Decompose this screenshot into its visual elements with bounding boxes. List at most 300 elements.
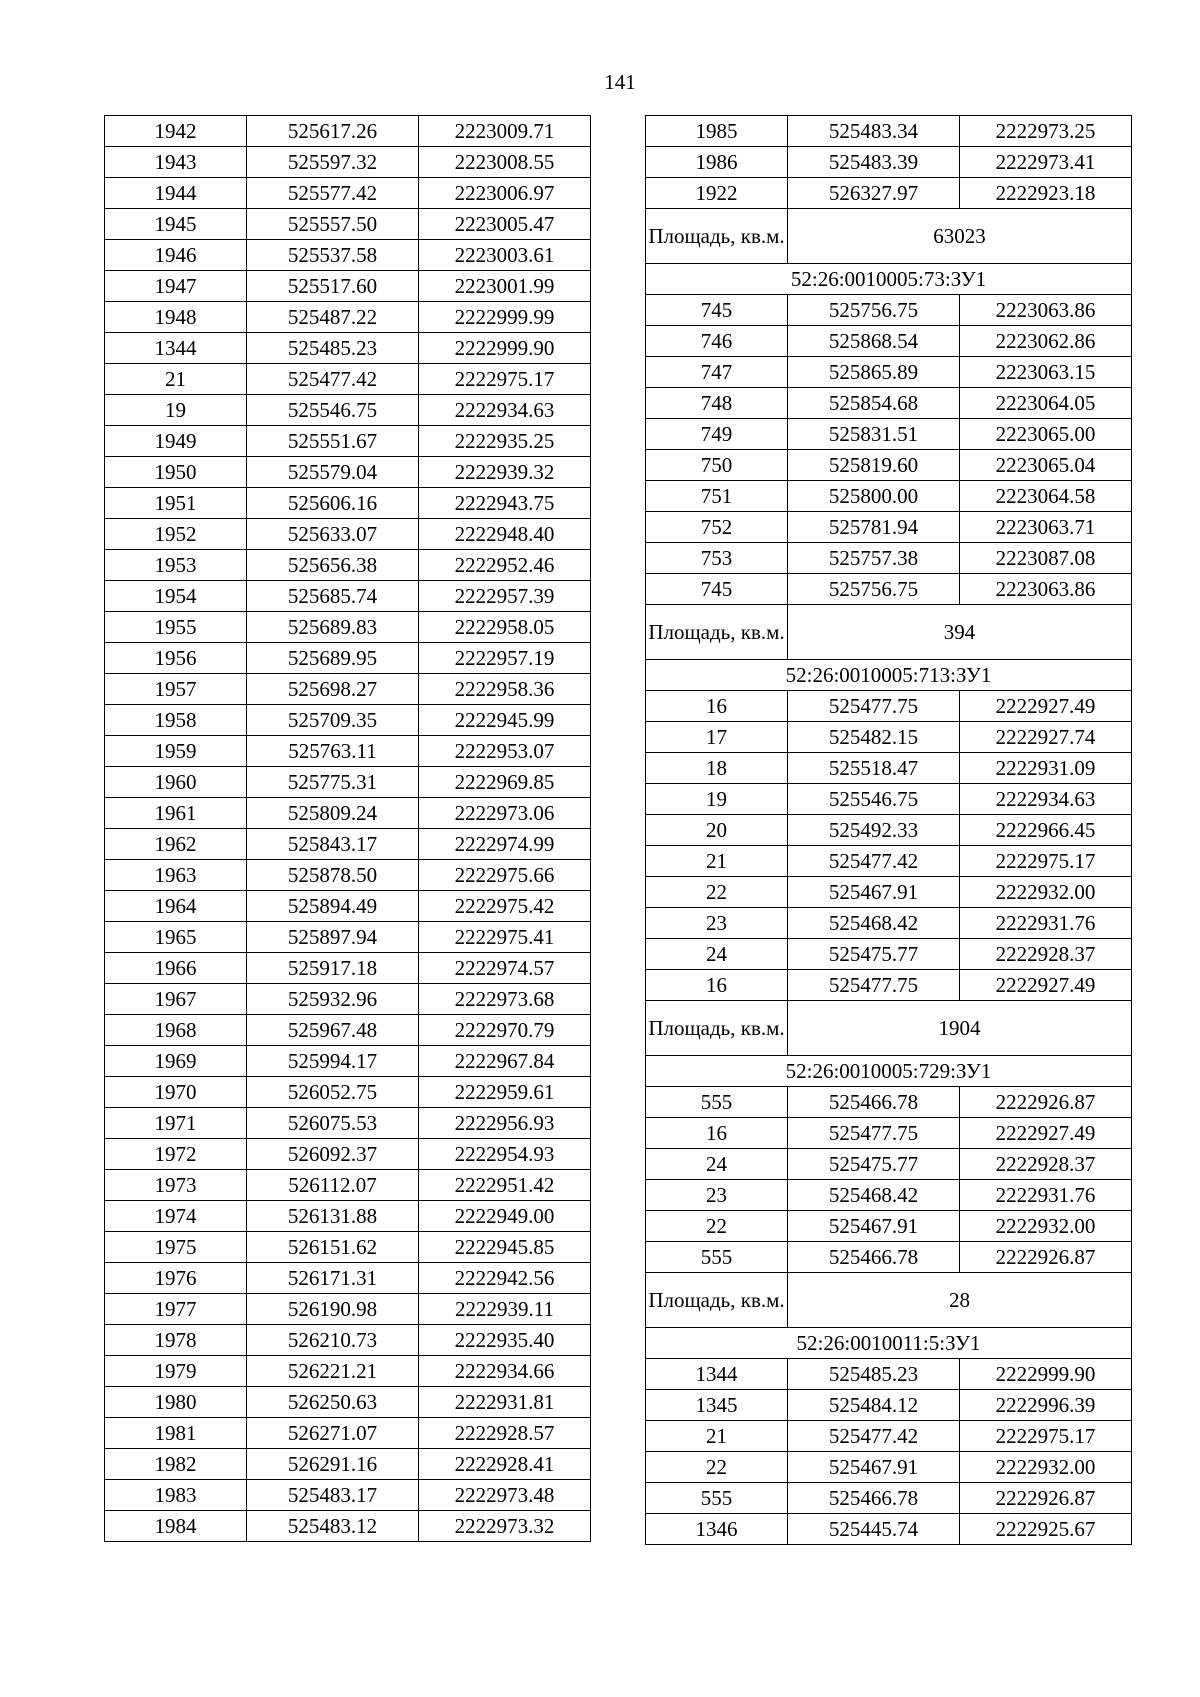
y-coordinate-cell: 2222935.25	[419, 426, 591, 457]
x-coordinate-cell: 525756.75	[788, 295, 960, 326]
y-coordinate-cell: 2222973.68	[419, 984, 591, 1015]
y-coordinate-cell: 2222973.48	[419, 1480, 591, 1511]
point-number-cell: 1345	[646, 1390, 788, 1421]
y-coordinate-cell: 2223064.58	[960, 481, 1132, 512]
area-row	[646, 605, 1132, 660]
point-number-cell: 1979	[105, 1356, 247, 1387]
x-coordinate-cell: 525606.16	[247, 488, 419, 519]
x-coordinate-cell: 525831.51	[788, 419, 960, 450]
table-row	[646, 1514, 1132, 1545]
x-coordinate-cell: 526151.62	[247, 1232, 419, 1263]
table-row	[105, 891, 591, 922]
point-number-cell: 22	[646, 1452, 788, 1483]
coordinates-table-left	[104, 115, 591, 1542]
area-value-cell: 63023	[788, 209, 1132, 264]
y-coordinate-cell: 2222967.84	[419, 1046, 591, 1077]
y-coordinate-cell: 2222975.41	[419, 922, 591, 953]
table-row	[646, 147, 1132, 178]
y-coordinate-cell: 2222956.93	[419, 1108, 591, 1139]
point-number-cell: 19	[646, 784, 788, 815]
x-coordinate-cell: 526112.07	[247, 1170, 419, 1201]
point-number-cell: 1942	[105, 116, 247, 147]
point-number-cell: 1973	[105, 1170, 247, 1201]
y-coordinate-cell: 2223003.61	[419, 240, 591, 271]
y-coordinate-cell: 2222927.49	[960, 970, 1132, 1001]
table-row	[646, 1483, 1132, 1514]
x-coordinate-cell: 525579.04	[247, 457, 419, 488]
table-row	[105, 829, 591, 860]
y-coordinate-cell: 2222943.75	[419, 488, 591, 519]
x-coordinate-cell: 525475.77	[788, 1149, 960, 1180]
section-header-row	[646, 660, 1132, 691]
y-coordinate-cell: 2222954.93	[419, 1139, 591, 1170]
y-coordinate-cell: 2222948.40	[419, 519, 591, 550]
table-row	[105, 922, 591, 953]
table-row	[105, 302, 591, 333]
y-coordinate-cell: 2222951.42	[419, 1170, 591, 1201]
table-row	[646, 753, 1132, 784]
x-coordinate-cell: 525485.23	[247, 333, 419, 364]
y-coordinate-cell: 2222970.79	[419, 1015, 591, 1046]
table-row	[646, 388, 1132, 419]
y-coordinate-cell: 2222931.76	[960, 1180, 1132, 1211]
table-row	[646, 846, 1132, 877]
table-row	[105, 178, 591, 209]
point-number-cell: 1957	[105, 674, 247, 705]
point-number-cell: 1977	[105, 1294, 247, 1325]
table-row	[646, 1087, 1132, 1118]
section-header-row	[646, 1328, 1132, 1359]
point-number-cell: 1981	[105, 1418, 247, 1449]
x-coordinate-cell: 525617.26	[247, 116, 419, 147]
y-coordinate-cell: 2222932.00	[960, 1452, 1132, 1483]
x-coordinate-cell: 525597.32	[247, 147, 419, 178]
point-number-cell: 745	[646, 295, 788, 326]
x-coordinate-cell: 525477.42	[247, 364, 419, 395]
x-coordinate-cell: 526171.31	[247, 1263, 419, 1294]
point-number-cell: 1958	[105, 705, 247, 736]
table-row	[105, 1170, 591, 1201]
cadastral-number-cell: 52:26:0010005:729:ЗУ1	[646, 1056, 1132, 1087]
x-coordinate-cell: 526291.16	[247, 1449, 419, 1480]
x-coordinate-cell: 525868.54	[788, 326, 960, 357]
point-number-cell: 1947	[105, 271, 247, 302]
area-value-cell: 394	[788, 605, 1132, 660]
point-number-cell: 1922	[646, 178, 788, 209]
table-row	[646, 970, 1132, 1001]
area-row	[646, 1273, 1132, 1328]
table-row	[646, 450, 1132, 481]
y-coordinate-cell: 2222928.37	[960, 939, 1132, 970]
x-coordinate-cell: 526271.07	[247, 1418, 419, 1449]
x-coordinate-cell: 525484.12	[788, 1390, 960, 1421]
point-number-cell: 1963	[105, 860, 247, 891]
x-coordinate-cell: 525709.35	[247, 705, 419, 736]
point-number-cell: 1965	[105, 922, 247, 953]
point-number-cell: 24	[646, 1149, 788, 1180]
point-number-cell: 1952	[105, 519, 247, 550]
point-number-cell: 22	[646, 1211, 788, 1242]
x-coordinate-cell: 525482.15	[788, 722, 960, 753]
table-row	[105, 271, 591, 302]
point-number-cell: 16	[646, 970, 788, 1001]
point-number-cell: 22	[646, 877, 788, 908]
point-number-cell: 752	[646, 512, 788, 543]
y-coordinate-cell: 2223063.71	[960, 512, 1132, 543]
y-coordinate-cell: 2222959.61	[419, 1077, 591, 1108]
y-coordinate-cell: 2223001.99	[419, 271, 591, 302]
table-row	[105, 1511, 591, 1542]
y-coordinate-cell: 2222935.40	[419, 1325, 591, 1356]
table-row	[646, 419, 1132, 450]
y-coordinate-cell: 2223063.15	[960, 357, 1132, 388]
table-row	[646, 939, 1132, 970]
x-coordinate-cell: 525819.60	[788, 450, 960, 481]
x-coordinate-cell: 525809.24	[247, 798, 419, 829]
x-coordinate-cell: 525477.42	[788, 846, 960, 877]
table-row	[105, 953, 591, 984]
y-coordinate-cell: 2222953.07	[419, 736, 591, 767]
x-coordinate-cell: 525483.12	[247, 1511, 419, 1542]
y-coordinate-cell: 2222927.74	[960, 722, 1132, 753]
table-row	[105, 1139, 591, 1170]
table-row	[105, 550, 591, 581]
y-coordinate-cell: 2222926.87	[960, 1087, 1132, 1118]
point-number-cell: 21	[646, 846, 788, 877]
y-coordinate-cell: 2222949.00	[419, 1201, 591, 1232]
y-coordinate-cell: 2222928.57	[419, 1418, 591, 1449]
x-coordinate-cell: 525967.48	[247, 1015, 419, 1046]
point-number-cell: 1944	[105, 178, 247, 209]
point-number-cell: 1953	[105, 550, 247, 581]
table-row	[646, 908, 1132, 939]
x-coordinate-cell: 526190.98	[247, 1294, 419, 1325]
table-row	[105, 1077, 591, 1108]
table-row	[646, 574, 1132, 605]
point-number-cell: 1949	[105, 426, 247, 457]
x-coordinate-cell: 525468.42	[788, 1180, 960, 1211]
section-header-row	[646, 1056, 1132, 1087]
table-row	[646, 543, 1132, 574]
x-coordinate-cell: 525467.91	[788, 1211, 960, 1242]
point-number-cell: 19	[105, 395, 247, 426]
x-coordinate-cell: 525878.50	[247, 860, 419, 891]
table-row	[105, 240, 591, 271]
point-number-cell: 1986	[646, 147, 788, 178]
x-coordinate-cell: 526250.63	[247, 1387, 419, 1418]
x-coordinate-cell: 525897.94	[247, 922, 419, 953]
table-row	[105, 798, 591, 829]
x-coordinate-cell: 526327.97	[788, 178, 960, 209]
x-coordinate-cell: 525492.33	[788, 815, 960, 846]
point-number-cell: 1960	[105, 767, 247, 798]
area-label-cell: Площадь, кв.м.	[646, 605, 788, 660]
table-row	[646, 1118, 1132, 1149]
x-coordinate-cell: 525466.78	[788, 1087, 960, 1118]
table-row	[105, 364, 591, 395]
table-row	[646, 512, 1132, 543]
section-header-row	[646, 264, 1132, 295]
y-coordinate-cell: 2222928.37	[960, 1149, 1132, 1180]
area-row	[646, 1001, 1132, 1056]
table-row	[105, 457, 591, 488]
point-number-cell: 17	[646, 722, 788, 753]
x-coordinate-cell: 525445.74	[788, 1514, 960, 1545]
point-number-cell: 1975	[105, 1232, 247, 1263]
point-number-cell: 24	[646, 939, 788, 970]
x-coordinate-cell: 525467.91	[788, 877, 960, 908]
area-label-cell: Площадь, кв.м.	[646, 1001, 788, 1056]
point-number-cell: 749	[646, 419, 788, 450]
x-coordinate-cell: 525477.75	[788, 1118, 960, 1149]
point-number-cell: 1346	[646, 1514, 788, 1545]
point-number-cell: 21	[105, 364, 247, 395]
x-coordinate-cell: 525483.39	[788, 147, 960, 178]
point-number-cell: 1978	[105, 1325, 247, 1356]
point-number-cell: 746	[646, 326, 788, 357]
point-number-cell: 20	[646, 815, 788, 846]
x-coordinate-cell: 526075.53	[247, 1108, 419, 1139]
x-coordinate-cell: 525865.89	[788, 357, 960, 388]
y-coordinate-cell: 2222957.19	[419, 643, 591, 674]
y-coordinate-cell: 2222996.39	[960, 1390, 1132, 1421]
x-coordinate-cell: 526092.37	[247, 1139, 419, 1170]
y-coordinate-cell: 2222939.32	[419, 457, 591, 488]
table-row	[105, 1263, 591, 1294]
y-coordinate-cell: 2223065.00	[960, 419, 1132, 450]
y-coordinate-cell: 2222966.45	[960, 815, 1132, 846]
table-row	[105, 674, 591, 705]
table-row	[646, 784, 1132, 815]
y-coordinate-cell: 2222957.39	[419, 581, 591, 612]
x-coordinate-cell: 525466.78	[788, 1242, 960, 1273]
table-row	[105, 705, 591, 736]
y-coordinate-cell: 2223009.71	[419, 116, 591, 147]
table-row	[105, 488, 591, 519]
y-coordinate-cell: 2222925.67	[960, 1514, 1132, 1545]
y-coordinate-cell: 2222999.99	[419, 302, 591, 333]
table-row	[105, 147, 591, 178]
point-number-cell: 1974	[105, 1201, 247, 1232]
y-coordinate-cell: 2222975.66	[419, 860, 591, 891]
table-row	[105, 984, 591, 1015]
y-coordinate-cell: 2222926.87	[960, 1242, 1132, 1273]
x-coordinate-cell: 525854.68	[788, 388, 960, 419]
y-coordinate-cell: 2223062.86	[960, 326, 1132, 357]
point-number-cell: 1951	[105, 488, 247, 519]
y-coordinate-cell: 2222973.41	[960, 147, 1132, 178]
x-coordinate-cell: 525894.49	[247, 891, 419, 922]
cadastral-number-cell: 52:26:0010005:713:ЗУ1	[646, 660, 1132, 691]
point-number-cell: 748	[646, 388, 788, 419]
point-number-cell: 1982	[105, 1449, 247, 1480]
point-number-cell: 1980	[105, 1387, 247, 1418]
y-coordinate-cell: 2222945.85	[419, 1232, 591, 1263]
y-coordinate-cell: 2223006.97	[419, 178, 591, 209]
x-coordinate-cell: 525932.96	[247, 984, 419, 1015]
point-number-cell: 18	[646, 753, 788, 784]
x-coordinate-cell: 525685.74	[247, 581, 419, 612]
point-number-cell: 1985	[646, 116, 788, 147]
point-number-cell: 1968	[105, 1015, 247, 1046]
y-coordinate-cell: 2222931.76	[960, 908, 1132, 939]
table-row	[105, 736, 591, 767]
point-number-cell: 1948	[105, 302, 247, 333]
y-coordinate-cell: 2222926.87	[960, 1483, 1132, 1514]
x-coordinate-cell: 525557.50	[247, 209, 419, 240]
x-coordinate-cell: 525485.23	[788, 1359, 960, 1390]
table-row	[646, 691, 1132, 722]
y-coordinate-cell: 2222958.36	[419, 674, 591, 705]
table-row	[105, 116, 591, 147]
table-row	[646, 1180, 1132, 1211]
table-row	[646, 326, 1132, 357]
y-coordinate-cell: 2222934.63	[960, 784, 1132, 815]
point-number-cell: 1946	[105, 240, 247, 271]
x-coordinate-cell: 525477.75	[788, 970, 960, 1001]
point-number-cell: 1970	[105, 1077, 247, 1108]
point-number-cell: 1984	[105, 1511, 247, 1542]
point-number-cell: 1961	[105, 798, 247, 829]
y-coordinate-cell: 2223005.47	[419, 209, 591, 240]
point-number-cell: 21	[646, 1421, 788, 1452]
x-coordinate-cell: 525800.00	[788, 481, 960, 512]
table-row	[105, 643, 591, 674]
y-coordinate-cell: 2222999.90	[960, 1359, 1132, 1390]
point-number-cell: 1344	[646, 1359, 788, 1390]
y-coordinate-cell: 2223063.86	[960, 295, 1132, 326]
y-coordinate-cell: 2222934.63	[419, 395, 591, 426]
point-number-cell: 1959	[105, 736, 247, 767]
y-coordinate-cell: 2222973.25	[960, 116, 1132, 147]
y-coordinate-cell: 2222975.17	[960, 1421, 1132, 1452]
x-coordinate-cell: 525475.77	[788, 939, 960, 970]
x-coordinate-cell: 525483.17	[247, 1480, 419, 1511]
table-row	[105, 581, 591, 612]
y-coordinate-cell: 2222974.99	[419, 829, 591, 860]
point-number-cell: 1344	[105, 333, 247, 364]
y-coordinate-cell: 2223065.04	[960, 450, 1132, 481]
table-row	[105, 1356, 591, 1387]
x-coordinate-cell: 525551.67	[247, 426, 419, 457]
x-coordinate-cell: 525477.42	[788, 1421, 960, 1452]
point-number-cell: 750	[646, 450, 788, 481]
x-coordinate-cell: 525757.38	[788, 543, 960, 574]
y-coordinate-cell: 2222927.49	[960, 1118, 1132, 1149]
x-coordinate-cell: 525517.60	[247, 271, 419, 302]
cadastral-number-cell: 52:26:0010011:5:ЗУ1	[646, 1328, 1132, 1359]
point-number-cell: 1962	[105, 829, 247, 860]
x-coordinate-cell: 525468.42	[788, 908, 960, 939]
point-number-cell: 1983	[105, 1480, 247, 1511]
point-number-cell: 1967	[105, 984, 247, 1015]
y-coordinate-cell: 2222931.81	[419, 1387, 591, 1418]
y-coordinate-cell: 2222973.06	[419, 798, 591, 829]
x-coordinate-cell: 525994.17	[247, 1046, 419, 1077]
point-number-cell: 1969	[105, 1046, 247, 1077]
x-coordinate-cell: 525518.47	[788, 753, 960, 784]
x-coordinate-cell: 525756.75	[788, 574, 960, 605]
table-row	[105, 1201, 591, 1232]
y-coordinate-cell: 2222975.42	[419, 891, 591, 922]
table-row	[646, 116, 1132, 147]
point-number-cell: 745	[646, 574, 788, 605]
table-row	[646, 178, 1132, 209]
point-number-cell: 1954	[105, 581, 247, 612]
table-row	[105, 333, 591, 364]
x-coordinate-cell: 525633.07	[247, 519, 419, 550]
table-row	[105, 1046, 591, 1077]
point-number-cell: 1976	[105, 1263, 247, 1294]
y-coordinate-cell: 2222973.32	[419, 1511, 591, 1542]
table-row	[105, 1325, 591, 1356]
point-number-cell: 1964	[105, 891, 247, 922]
area-label-cell: Площадь, кв.м.	[646, 1273, 788, 1328]
x-coordinate-cell: 525487.22	[247, 302, 419, 333]
table-row	[646, 1149, 1132, 1180]
x-coordinate-cell: 525698.27	[247, 674, 419, 705]
point-number-cell: 1950	[105, 457, 247, 488]
point-number-cell: 747	[646, 357, 788, 388]
table-row	[646, 1421, 1132, 1452]
x-coordinate-cell: 526210.73	[247, 1325, 419, 1356]
point-number-cell: 1943	[105, 147, 247, 178]
table-row	[105, 209, 591, 240]
y-coordinate-cell: 2222928.41	[419, 1449, 591, 1480]
x-coordinate-cell: 526221.21	[247, 1356, 419, 1387]
x-coordinate-cell: 525577.42	[247, 178, 419, 209]
point-number-cell: 1971	[105, 1108, 247, 1139]
point-number-cell: 751	[646, 481, 788, 512]
page-number: 141	[604, 70, 636, 94]
x-coordinate-cell: 525781.94	[788, 512, 960, 543]
y-coordinate-cell: 2222952.46	[419, 550, 591, 581]
x-coordinate-cell: 525843.17	[247, 829, 419, 860]
x-coordinate-cell: 525483.34	[788, 116, 960, 147]
table-row	[646, 295, 1132, 326]
y-coordinate-cell: 2222999.90	[419, 333, 591, 364]
table-row	[646, 1211, 1132, 1242]
area-label-cell: Площадь, кв.м.	[646, 209, 788, 264]
x-coordinate-cell: 525689.95	[247, 643, 419, 674]
table-row	[646, 1359, 1132, 1390]
table-row	[646, 815, 1132, 846]
point-number-cell: 555	[646, 1087, 788, 1118]
x-coordinate-cell: 525656.38	[247, 550, 419, 581]
point-number-cell: 16	[646, 691, 788, 722]
table-row	[646, 481, 1132, 512]
x-coordinate-cell: 525763.11	[247, 736, 419, 767]
table-row	[105, 1108, 591, 1139]
x-coordinate-cell: 525467.91	[788, 1452, 960, 1483]
table-row	[646, 1452, 1132, 1483]
cadastral-number-cell: 52:26:0010005:73:ЗУ1	[646, 264, 1132, 295]
coordinates-table-right	[645, 115, 1132, 1545]
y-coordinate-cell: 2222923.18	[960, 178, 1132, 209]
x-coordinate-cell: 525917.18	[247, 953, 419, 984]
table-row	[105, 1015, 591, 1046]
table-row	[105, 1387, 591, 1418]
y-coordinate-cell: 2222932.00	[960, 877, 1132, 908]
y-coordinate-cell: 2222931.09	[960, 753, 1132, 784]
point-number-cell: 1956	[105, 643, 247, 674]
point-number-cell: 555	[646, 1483, 788, 1514]
y-coordinate-cell: 2223064.05	[960, 388, 1132, 419]
x-coordinate-cell: 526131.88	[247, 1201, 419, 1232]
y-coordinate-cell: 2222958.05	[419, 612, 591, 643]
table-row	[646, 1390, 1132, 1421]
point-number-cell: 16	[646, 1118, 788, 1149]
